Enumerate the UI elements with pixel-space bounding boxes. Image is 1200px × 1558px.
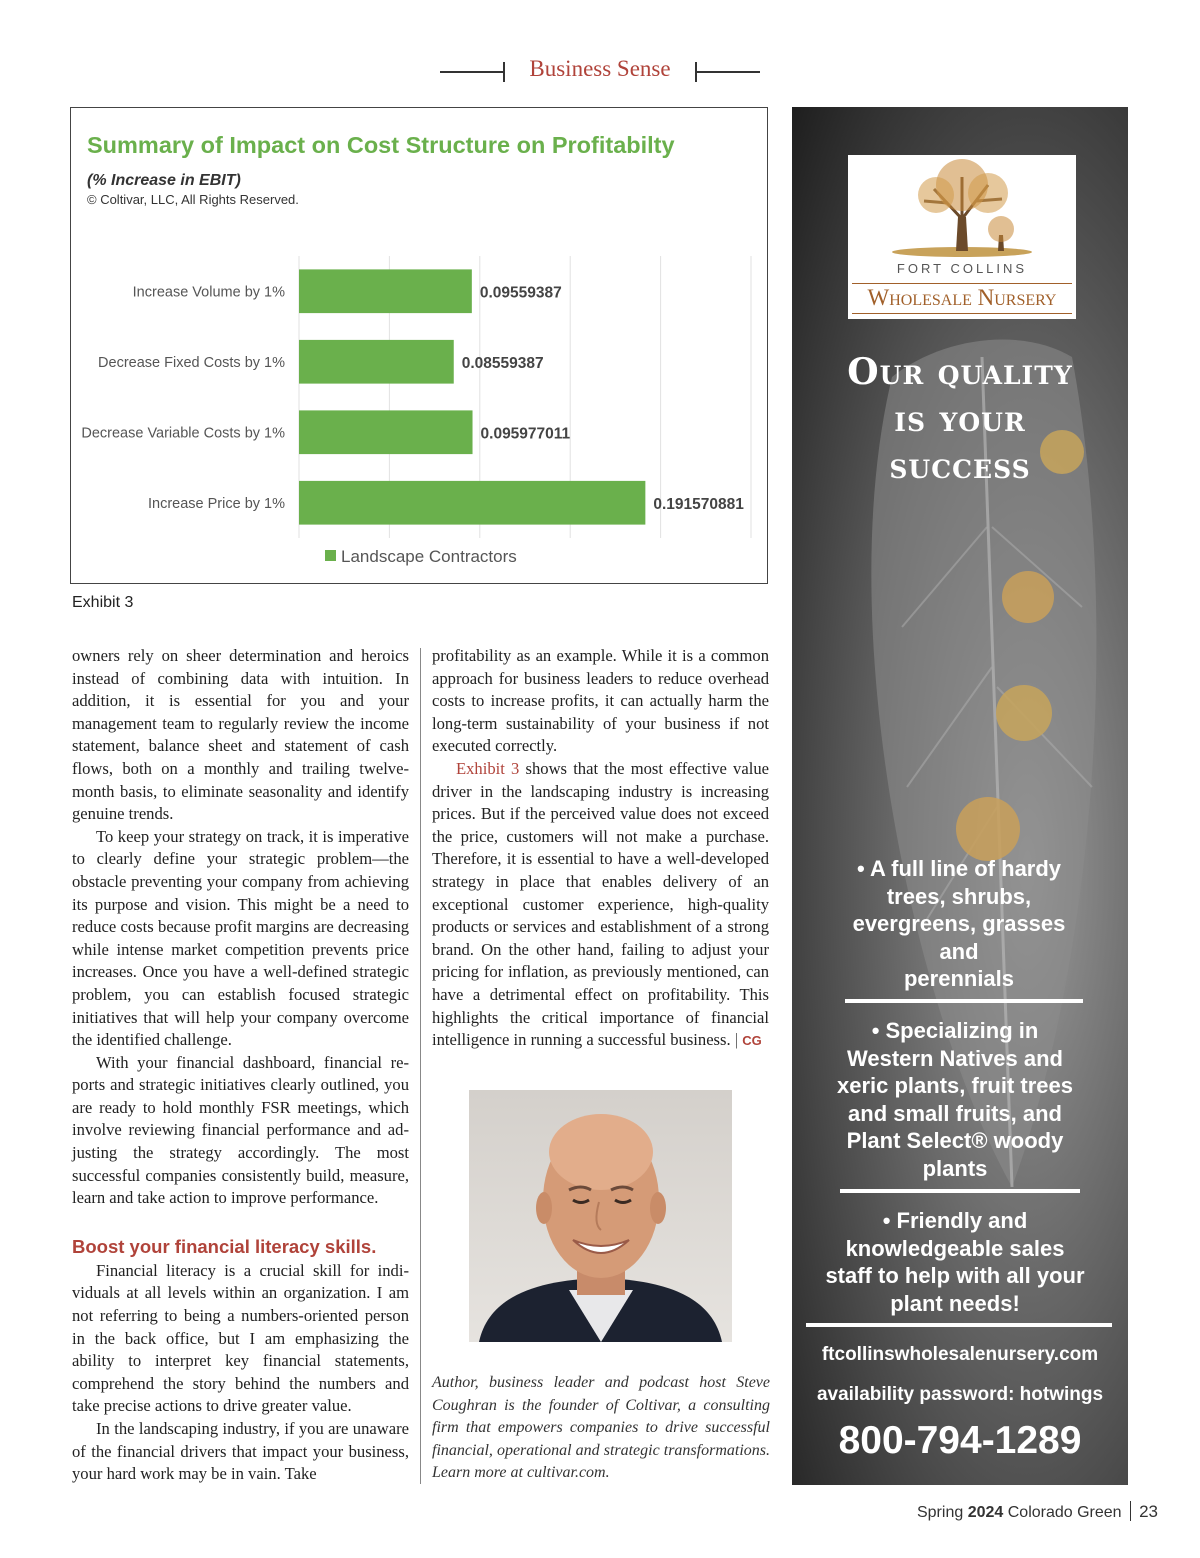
subheading: Boost your financial literacy skills. — [72, 1235, 377, 1257]
bar-value-label: 0.08559387 — [461, 354, 544, 372]
bullet-line: perennials — [903, 966, 1015, 991]
footer-magazine: Colorado Green — [1007, 1504, 1122, 1521]
paragraph: profitability as an example. While it is a common approach for business leaders to reduce overhead costs to increase profits, it can actually harm the long-term sustainability of your business if not executed correctly. — [432, 646, 769, 756]
exhibit-3-reference[interactable]: Exhibit 3 — [456, 758, 520, 778]
chart-exhibit-3 — [70, 107, 768, 584]
tree-logo-icon — [848, 155, 1076, 260]
tagline-line: is your — [894, 398, 1026, 440]
page-number: 23 — [1139, 1502, 1158, 1521]
article-column-1 — [72, 645, 409, 1486]
header-tick-left — [503, 62, 505, 82]
category-label: Increase Volume by 1% — [132, 284, 285, 301]
author-bio: Author, business leader and podcast host Steve Coughran is the founder of Coltivar, a consulting firm that empowers companies to drive successful financial, operational and strategic transformations. Learn more at cultivar.com. — [432, 1374, 770, 1481]
author-photo — [469, 1090, 732, 1342]
bullet-line: knowledgeable sales — [845, 1235, 1065, 1261]
section-title: Business Sense — [529, 56, 671, 81]
bullet-line: xeric plants, fruit trees — [837, 1073, 1073, 1098]
ad-website-link[interactable]: ftcollinswholesalenursery.com — [821, 1344, 1099, 1365]
brand-location: FORT COLLINS — [896, 261, 1028, 276]
footer-season: Spring — [916, 1504, 964, 1521]
bullet-line: • A full line of hardy — [856, 856, 1062, 881]
section-header — [440, 56, 760, 88]
paragraph: In the landscaping industry, if you are unaware of the financial drivers that impact your business, your hard work may be in vain. Take — [72, 1419, 409, 1484]
bullet-line: staff to help with all your — [825, 1263, 1085, 1288]
legend-swatch — [325, 550, 336, 561]
ad-separator — [840, 1189, 1080, 1193]
chart-bar — [299, 340, 454, 384]
ad-bullet-1 — [806, 855, 1112, 993]
ad-separator — [845, 999, 1083, 1003]
brand-name: Wholesale Nursery — [852, 283, 1072, 314]
chart-bars — [81, 269, 744, 524]
bullet-line: plants — [922, 1155, 988, 1181]
bullet-line: plant needs! — [890, 1290, 1020, 1316]
legend-label: Landscape Contractors — [341, 547, 517, 566]
chart-bar — [299, 269, 472, 313]
bullet-line: • Specializing in — [871, 1018, 1039, 1043]
nursery-advertisement[interactable] — [792, 107, 1128, 1485]
tagline-line: success — [889, 445, 1031, 487]
header-rule-left — [440, 71, 504, 73]
chart-svg — [71, 108, 767, 583]
ad-tagline — [792, 349, 1128, 490]
bullet-line: trees, shrubs, — [886, 883, 1032, 909]
footer-divider — [1130, 1501, 1132, 1521]
chart-bar — [299, 410, 473, 454]
chart-subtitle: (% Increase in EBIT) — [87, 172, 241, 189]
paragraph: Financial literacy is a crucial skill for individuals at all levels within an organization. I am not referring to being a numbers-oriented person in the back office, but I am emphasizing the ability to interpret key financial statements, comprehend the story behind the numbers and take precise actions to drive greater value. — [72, 1260, 409, 1416]
chart-bar — [299, 481, 645, 525]
paragraph: With your financial dashboard, financial reports and strategic initiatives clearly outlined, you are ready to hold monthly FSR meetings, which involve reviewing financial performance and adjusting the strategy accordingly. The most successful companies consistently build, measure, learn and take action to improve performance. — [72, 1052, 409, 1208]
ad-phone-number[interactable]: 800-794-1289 — [838, 1419, 1082, 1462]
category-label: Decrease Fixed Costs by 1% — [98, 354, 285, 371]
paragraph: To keep your strategy on track, it is imperative to clearly define your strategic problem—the obstacle preventing your company from achieving its purpose and vision. This might be a need to reduce costs because profit margins are decreasing while intense market competition prevents price increases. Once you have a well-defined strategic problem, you can establish focused strategic initiatives that will help your company overcome the identified challenge. — [72, 826, 409, 1050]
ad-password: availability password: hotwings — [816, 1384, 1104, 1405]
ad-bullet-3 — [798, 1207, 1112, 1317]
bullet-line: Western Natives and — [846, 1045, 1063, 1071]
category-label: Decrease Variable Costs by 1% — [81, 425, 285, 442]
category-label: Increase Price by 1% — [147, 495, 285, 512]
paragraph-text: shows that the most effective value driver in the landscaping industry is increasing prices. But if the perceived value does not exceed the price, customers will not make a purchase. Therefore, it is essential to have a well-developed strategy in place that enables delivery of an exceptional customer experience, high-quality products or services and establishment of a strong brand. On the other hand, failing to adjust your pricing for inflation, as previously mentioned, can have a detrimental effect on profitability. This highlights the critical importance of financial intelligence in running a successful business. — [432, 758, 769, 1050]
bar-value-label: 0.095977011 — [480, 425, 571, 443]
nursery-logo[interactable] — [848, 155, 1076, 319]
tagline-line: Our quality — [847, 351, 1073, 393]
paragraph — [432, 758, 769, 1053]
chart-title: Summary of Impact on Cost Structure on Profitabilty — [87, 132, 675, 158]
paragraph: owners rely on sheer determination and heroics instead of combining data with intuition. In addition, it is essential for you and your management team to regularly review the income statement, balance sheet and statement of cash flows, both on a monthly and trailing twelve-month basis, to eliminate seasonality and identify genuine trends. — [72, 646, 409, 824]
bar-value-label: 0.09559387 — [479, 284, 562, 302]
page-footer — [917, 1501, 1158, 1522]
bullet-line: and — [939, 938, 979, 964]
column-divider — [420, 648, 421, 1484]
end-mark: CG — [742, 1033, 762, 1049]
header-rule-right — [696, 71, 760, 73]
ad-separator — [806, 1323, 1112, 1327]
bullet-line: Plant Select® woody — [846, 1128, 1064, 1153]
end-mark-separator: | — [734, 1030, 739, 1050]
article-column-2 — [432, 645, 769, 1053]
exhibit-caption: Exhibit 3 — [72, 594, 134, 611]
ad-bullet-2 — [798, 1017, 1112, 1182]
bullet-line: • Friendly and — [882, 1208, 1028, 1233]
bullet-line: and small fruits, and — [848, 1100, 1062, 1126]
chart-copyright: © Coltivar, LLC, All Rights Reserved. — [87, 192, 299, 207]
footer-year: 2024 — [967, 1504, 1004, 1521]
bar-value-label: 0.191570881 — [653, 495, 744, 513]
bullet-line: evergreens, grasses — [852, 911, 1066, 936]
